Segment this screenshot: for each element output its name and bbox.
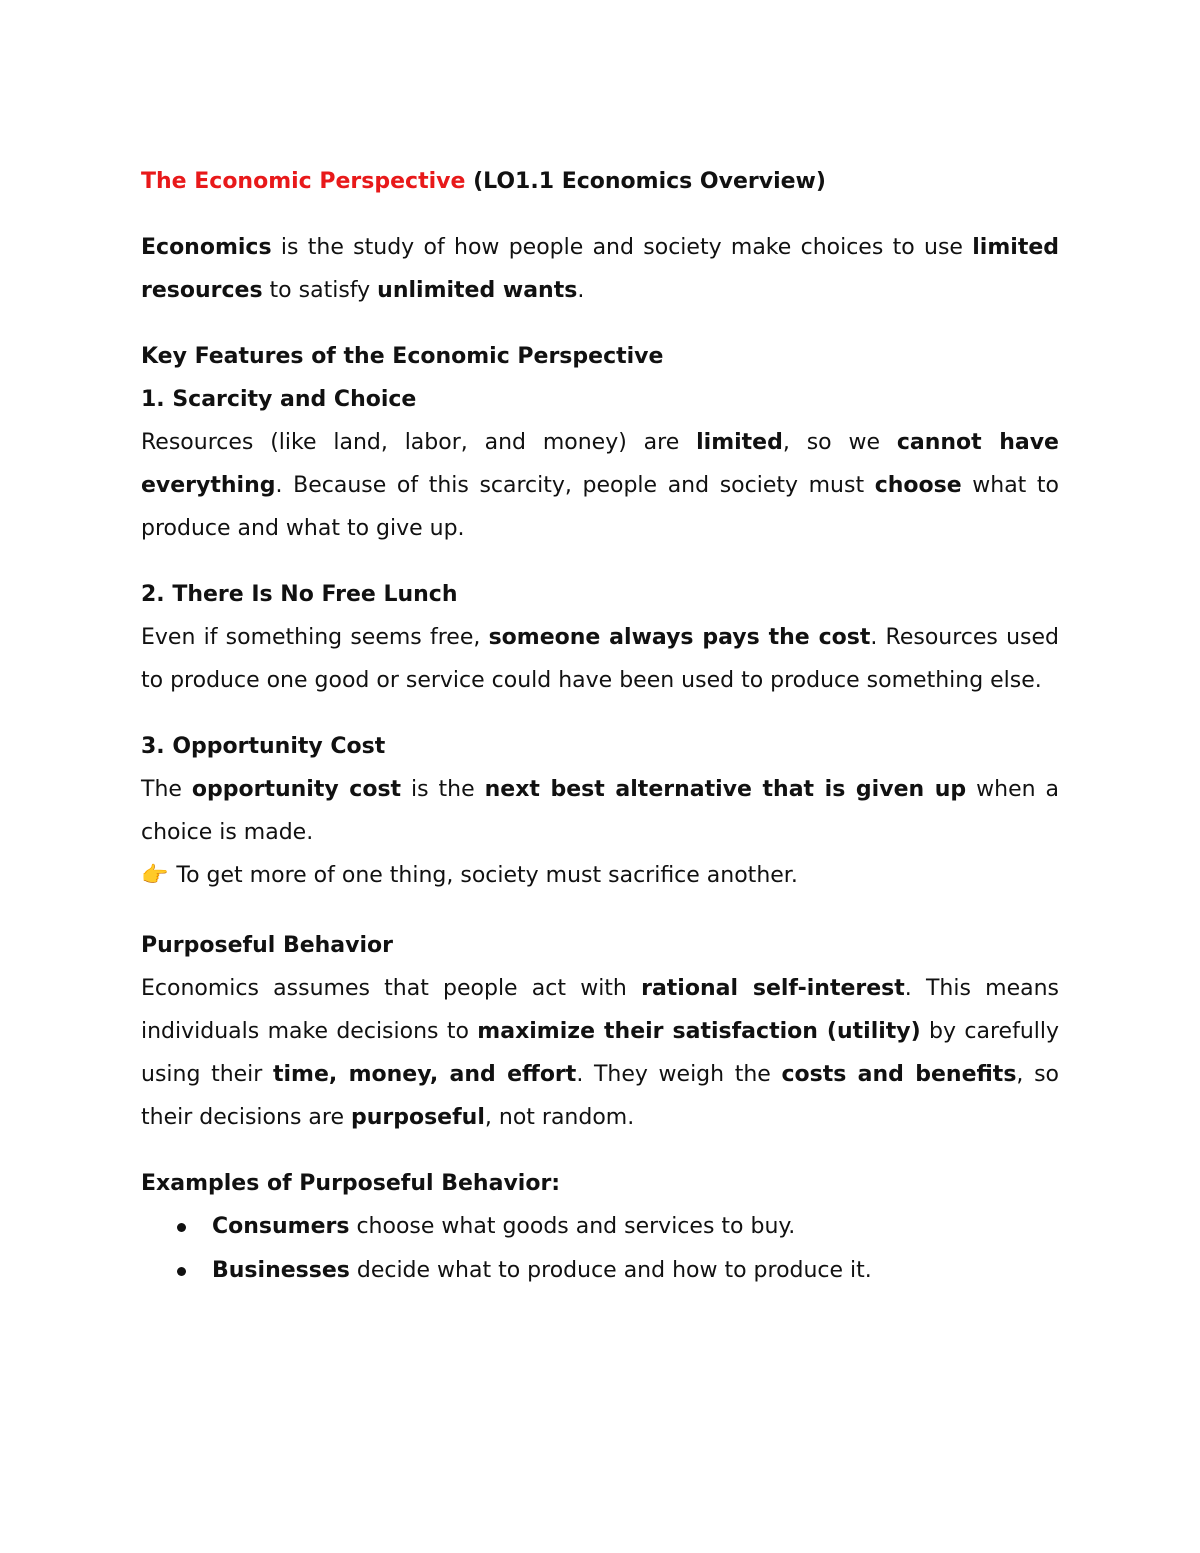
- list-item-text: decide what to produce and how to produce it.: [349, 1258, 872, 1283]
- pointing-hand-icon: 👉: [141, 863, 169, 888]
- section-1-text: Resources (like land, labor, and money) are: [141, 430, 697, 455]
- purposeful-bold: time, money, and effort: [273, 1062, 577, 1087]
- purposeful-bold: maximize their satisfaction (utility): [477, 1019, 921, 1044]
- intro-paragraph: [141, 226, 1059, 312]
- intro-text: .: [577, 278, 585, 303]
- list-item-text: choose what goods and services to buy.: [349, 1214, 796, 1239]
- section-3-text: when a choice is made.: [141, 777, 1059, 845]
- examples-list: [141, 1205, 1059, 1292]
- document-page: [141, 160, 1059, 1293]
- section-2-heading: 2. There Is No Free Lunch: [141, 582, 458, 607]
- purposeful-paragraph: [141, 967, 1059, 1139]
- purposeful-bold: purposeful: [350, 1105, 485, 1130]
- list-item-bold: Consumers: [212, 1214, 350, 1239]
- section-3-text: The: [141, 777, 192, 802]
- section-1-text: , so we: [782, 430, 897, 455]
- section-1-paragraph: [141, 421, 1059, 550]
- section-2-text: . Resources used to produce one good or service could have been used to produce something else.: [141, 625, 1060, 693]
- section-3-bold: opportunity cost: [191, 777, 402, 802]
- section-2-paragraph: [141, 616, 1059, 702]
- purposeful-text: by carefully using their: [141, 1019, 1060, 1087]
- intro-bold-unlimited: unlimited wants: [377, 278, 578, 303]
- intro-text: to satisfy: [262, 278, 378, 303]
- purposeful-text: , not random.: [484, 1105, 635, 1130]
- section-3-heading: 3. Opportunity Cost: [141, 734, 386, 759]
- section-3-note-text: To get more of one thing, society must sacrifice another.: [176, 863, 798, 888]
- section-1-text: what to produce and what to give up.: [141, 473, 1059, 541]
- document-title: [141, 160, 1059, 203]
- title-subtitle-text: (LO1.1 Economics Overview): [465, 169, 826, 194]
- section-1-heading: 1. Scarcity and Choice: [141, 387, 417, 412]
- title-red-text: The Economic Perspective: [141, 169, 466, 194]
- intro-text: is the study of how people and society make choices to use: [271, 235, 973, 260]
- bullet-icon: [177, 1267, 186, 1276]
- section-3-text: is the: [401, 777, 485, 802]
- intro-term: Economics: [141, 235, 272, 260]
- key-features-heading: Key Features of the Economic Perspective: [141, 344, 664, 369]
- section-2-text: Even if something seems free,: [141, 625, 489, 650]
- section-1-text: . Because of this scarcity, people and society must: [275, 473, 875, 498]
- intro-bold-limited: limited resources: [141, 235, 1059, 303]
- purposeful-text: . They weigh the: [576, 1062, 782, 1087]
- purposeful-text: , so their decisions are: [141, 1062, 1059, 1130]
- bullet-icon: [177, 1223, 186, 1232]
- section-1-bold: choose: [874, 473, 962, 498]
- list-item: [165, 1205, 1059, 1248]
- purposeful-text: . This means individuals make decisions to: [141, 976, 1059, 1044]
- list-item: [165, 1249, 1059, 1292]
- section-1-bold: limited: [696, 430, 783, 455]
- list-item-bold: Businesses: [212, 1258, 350, 1283]
- purposeful-bold: rational self-interest: [641, 976, 905, 1001]
- section-1-bold: cannot have everything: [141, 430, 1059, 498]
- purposeful-text: Economics assumes that people act with: [141, 976, 642, 1001]
- purposeful-heading: Purposeful Behavior: [141, 933, 393, 958]
- section-3-bold: next best alternative that is given up: [484, 777, 967, 802]
- examples-heading: Examples of Purposeful Behavior:: [141, 1171, 561, 1196]
- section-3-note: [141, 854, 1059, 897]
- purposeful-bold: costs and benefits: [781, 1062, 1017, 1087]
- section-3-paragraph: [141, 768, 1059, 854]
- section-2-bold: someone always pays the cost: [488, 625, 871, 650]
